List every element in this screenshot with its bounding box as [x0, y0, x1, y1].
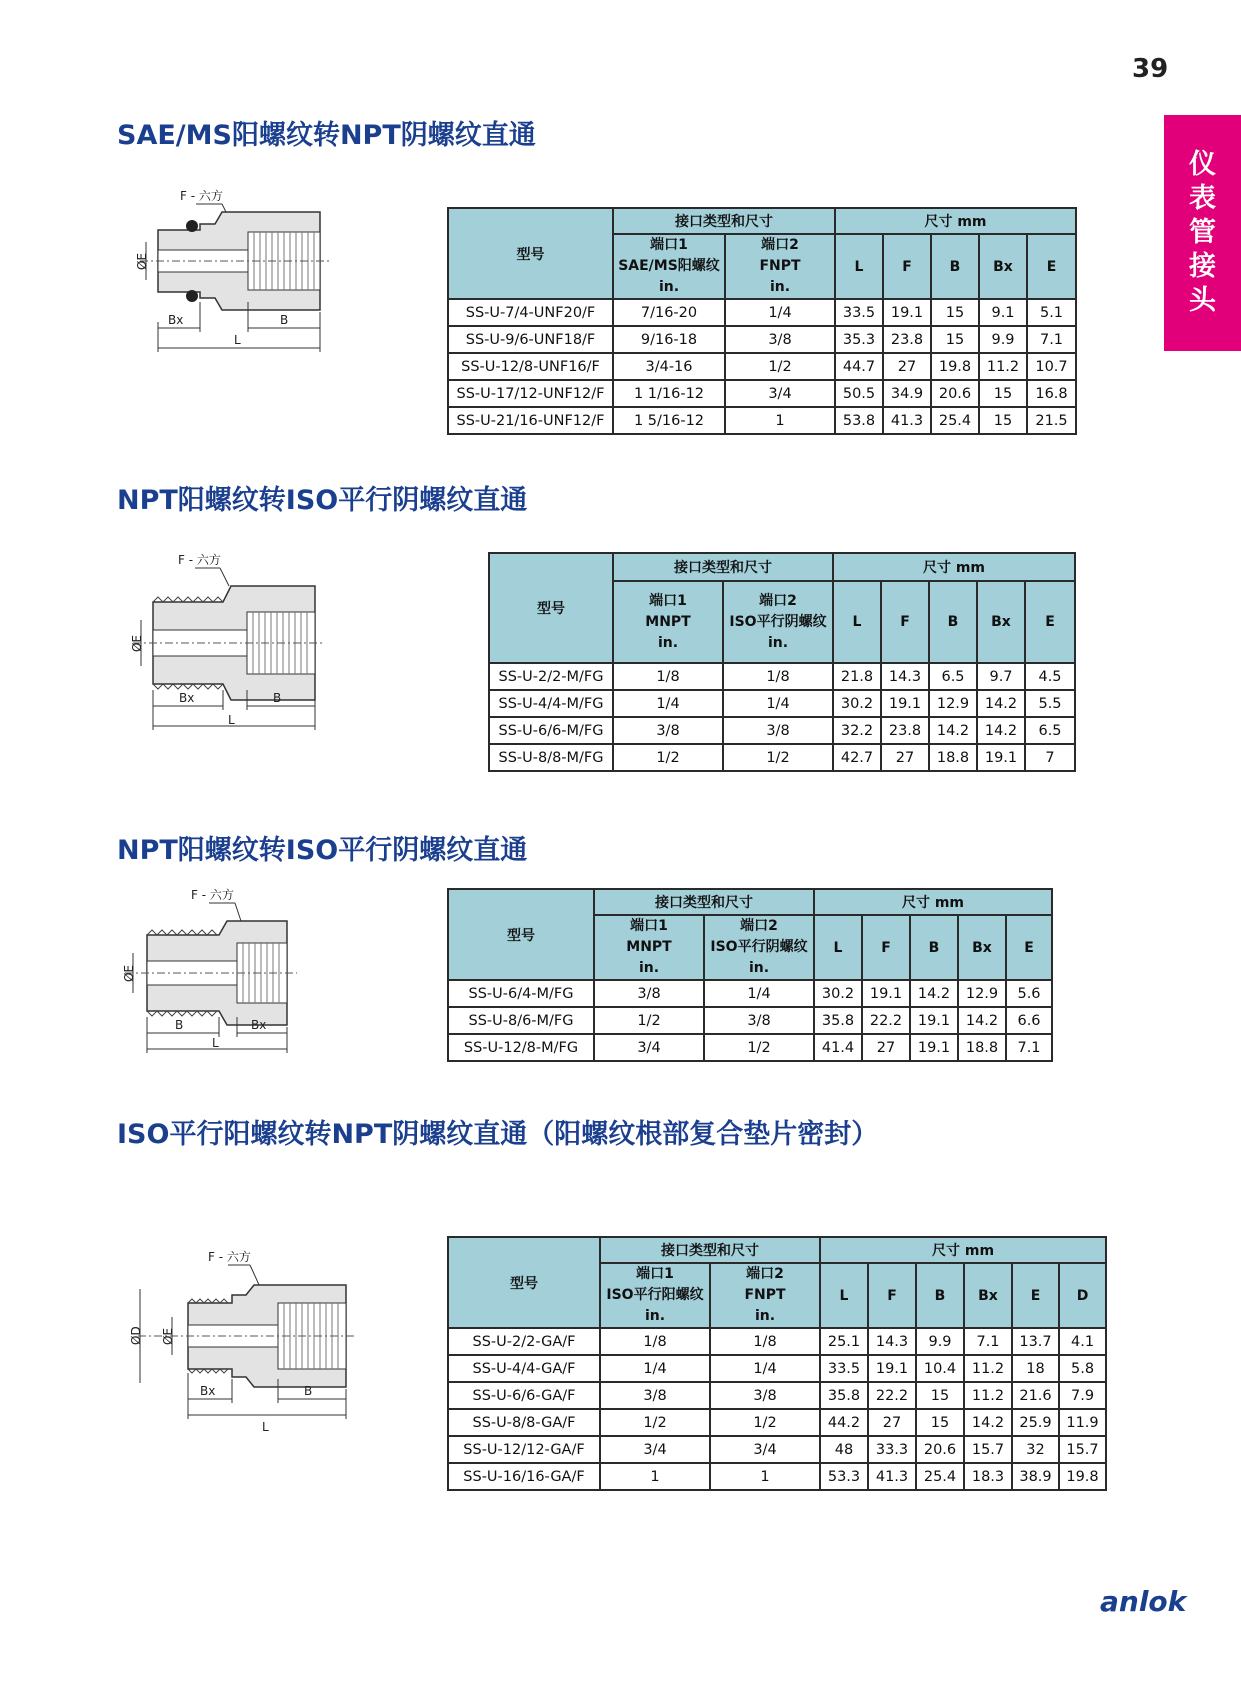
- table-cell: 25.4: [916, 1463, 964, 1490]
- table-cell: 50.5: [835, 380, 883, 407]
- hex-label: F - 六方: [180, 189, 223, 203]
- table-cell: 9.7: [977, 663, 1025, 690]
- table-cell: 15.7: [1059, 1436, 1106, 1463]
- table-cell: 1/2: [723, 744, 833, 771]
- table-cell: 9.9: [916, 1328, 964, 1355]
- port1-header: [613, 234, 725, 299]
- table-cell: 1: [710, 1463, 820, 1490]
- table-cell: 41.3: [868, 1463, 916, 1490]
- table-cell: 18: [1012, 1355, 1059, 1382]
- bx-label: Bx: [168, 313, 184, 327]
- table-cell: 15: [979, 380, 1027, 407]
- table-cell: 20.6: [931, 380, 979, 407]
- table-cell: 19.1: [883, 299, 931, 326]
- header-line: 端口2: [746, 1266, 784, 1282]
- table-cell: 15: [979, 407, 1027, 434]
- table-cell: 14.2: [977, 717, 1025, 744]
- dim-header-bx: Bx: [964, 1263, 1012, 1328]
- table-cell: 30.2: [814, 980, 862, 1007]
- table-cell: 1 1/16-12: [613, 380, 725, 407]
- header-line: in.: [767, 634, 789, 651]
- table-cell: 3/8: [613, 717, 723, 744]
- table-cell: SS-U-21/16-UNF12/F: [448, 407, 613, 434]
- table-cell: SS-U-16/16-GA/F: [448, 1463, 600, 1490]
- table-cell: 3/4: [594, 1034, 704, 1061]
- table-cell: 42.7: [833, 744, 881, 771]
- dim-header-e: E: [1025, 581, 1075, 663]
- spec-table: [447, 1236, 1107, 1491]
- fitting-diagram: [128, 1247, 358, 1437]
- dim-header-e: E: [1012, 1263, 1059, 1328]
- table-row: [448, 1007, 1052, 1034]
- table-cell: 14.2: [929, 717, 977, 744]
- table-cell: 15.7: [964, 1436, 1012, 1463]
- table-cell: 25.4: [931, 407, 979, 434]
- table-cell: 48: [820, 1436, 868, 1463]
- table-cell: 1/8: [710, 1328, 820, 1355]
- port-group-header: 接口类型和尺寸: [613, 208, 835, 234]
- port1-header: [594, 915, 704, 980]
- table-cell: 3/8: [725, 326, 835, 353]
- table-cell: 19.1: [910, 1007, 958, 1034]
- table-cell: 7.9: [1059, 1382, 1106, 1409]
- table-cell: 1: [725, 407, 835, 434]
- side-tab-char: 表: [1189, 183, 1216, 214]
- side-tab-char: 管: [1189, 217, 1216, 248]
- header-line: FNPT: [759, 258, 801, 274]
- dim-header-b: B: [931, 234, 979, 299]
- table-cell: SS-U-7/4-UNF20/F: [448, 299, 613, 326]
- model-header: 型号: [489, 553, 613, 663]
- header-line: 端口2: [740, 918, 778, 934]
- table-cell: 20.6: [916, 1436, 964, 1463]
- table-cell: SS-U-12/8-UNF16/F: [448, 353, 613, 380]
- table-cell: 21.6: [1012, 1382, 1059, 1409]
- table-cell: 1/2: [704, 1034, 814, 1061]
- table-cell: 3/8: [594, 980, 704, 1007]
- table-cell: 1/8: [723, 663, 833, 690]
- table-cell: 27: [868, 1409, 916, 1436]
- table-cell: SS-U-8/8-GA/F: [448, 1409, 600, 1436]
- table-row: [448, 1382, 1106, 1409]
- table-cell: 35.3: [835, 326, 883, 353]
- table-cell: 18.8: [958, 1034, 1006, 1061]
- table-row: [448, 1409, 1106, 1436]
- table-cell: 32.2: [833, 717, 881, 744]
- table-cell: SS-U-8/6-M/FG: [448, 1007, 594, 1034]
- table-cell: 19.1: [868, 1355, 916, 1382]
- table-cell: 23.8: [881, 717, 929, 744]
- table-cell: SS-U-6/6-GA/F: [448, 1382, 600, 1409]
- table-cell: 15: [916, 1409, 964, 1436]
- table-cell: SS-U-12/8-M/FG: [448, 1034, 594, 1061]
- table-row: [489, 744, 1075, 771]
- table-cell: 35.8: [814, 1007, 862, 1034]
- table-cell: 9.9: [979, 326, 1027, 353]
- table-cell: 14.3: [881, 663, 929, 690]
- table-cell: 3/8: [600, 1382, 710, 1409]
- table-cell: 27: [881, 744, 929, 771]
- table-cell: 22.2: [868, 1382, 916, 1409]
- table-cell: 12.9: [929, 690, 977, 717]
- table-cell: 6.6: [1006, 1007, 1052, 1034]
- dim-header-l: L: [820, 1263, 868, 1328]
- table-cell: 16.8: [1027, 380, 1076, 407]
- d-diameter-label: ØD: [129, 1326, 143, 1345]
- b-label: B: [175, 1018, 184, 1032]
- dimension-group-header: 尺寸 mm: [833, 553, 1075, 581]
- table-cell: 5.6: [1006, 980, 1052, 1007]
- l-label: L: [212, 1036, 219, 1050]
- table-cell: 1/4: [710, 1355, 820, 1382]
- table-row: [448, 1355, 1106, 1382]
- spec-table: [447, 207, 1077, 435]
- port1-header: [600, 1263, 710, 1328]
- table-cell: 3/4: [600, 1436, 710, 1463]
- table-cell: 15: [916, 1382, 964, 1409]
- fitting-diagram: [123, 550, 333, 750]
- table-row: [448, 299, 1076, 326]
- table-cell: 5.5: [1025, 690, 1075, 717]
- table-cell: 15: [931, 326, 979, 353]
- dim-header-f: F: [862, 915, 910, 980]
- header-line: ISO平行阴螺纹: [729, 613, 827, 630]
- dim-header-f: F: [881, 581, 929, 663]
- dim-header-bx: Bx: [977, 581, 1025, 663]
- table-row: [448, 326, 1076, 353]
- table-cell: 30.2: [833, 690, 881, 717]
- port2-header: [725, 234, 835, 299]
- table-cell: 14.2: [964, 1409, 1012, 1436]
- table-cell: SS-U-4/4-GA/F: [448, 1355, 600, 1382]
- header-line: 端口2: [759, 592, 797, 609]
- bx-label: Bx: [179, 691, 195, 705]
- table-cell: 25.1: [820, 1328, 868, 1355]
- table-cell: 5.8: [1059, 1355, 1106, 1382]
- table-cell: 19.1: [881, 690, 929, 717]
- table-cell: 32: [1012, 1436, 1059, 1463]
- table-cell: 21.5: [1027, 407, 1076, 434]
- table-cell: 1/2: [725, 353, 835, 380]
- table-row: [448, 1463, 1106, 1490]
- table-cell: 1/8: [600, 1328, 710, 1355]
- table-cell: 13.7: [1012, 1328, 1059, 1355]
- model-header: 型号: [448, 208, 613, 299]
- table-cell: 4.5: [1025, 663, 1075, 690]
- header-line: SAE/MS阳螺纹: [618, 258, 720, 274]
- table-cell: 1/4: [725, 299, 835, 326]
- table-cell: 15: [931, 299, 979, 326]
- table-cell: 1/2: [710, 1409, 820, 1436]
- table-cell: SS-U-8/8-M/FG: [489, 744, 613, 771]
- header-line: in.: [754, 1308, 776, 1324]
- bx-label: Bx: [251, 1018, 267, 1032]
- table-cell: 1/2: [594, 1007, 704, 1034]
- table-cell: 27: [862, 1034, 910, 1061]
- table-row: [448, 1436, 1106, 1463]
- dim-header-bx: Bx: [979, 234, 1027, 299]
- port1-header: [613, 581, 723, 663]
- table-cell: 41.4: [814, 1034, 862, 1061]
- brand-logo: anlok: [1100, 1585, 1187, 1618]
- header-line: in.: [658, 279, 680, 295]
- table-cell: 7.1: [1006, 1034, 1052, 1061]
- header-line: MNPT: [626, 939, 672, 955]
- table-cell: 27: [883, 353, 931, 380]
- b-label: B: [280, 313, 289, 327]
- section-title: ISO平行阳螺纹转NPT阴螺纹直通（阳螺纹根部复合垫片密封）: [117, 1119, 879, 1150]
- table-cell: 10.7: [1027, 353, 1076, 380]
- header-line: ISO平行阴螺纹: [710, 939, 808, 955]
- table-cell: 1 5/16-12: [613, 407, 725, 434]
- dimension-group-header: 尺寸 mm: [814, 889, 1052, 915]
- b-label: B: [273, 691, 282, 705]
- model-header: 型号: [448, 1237, 600, 1328]
- table-cell: 3/4: [710, 1436, 820, 1463]
- dim-header-b: B: [929, 581, 977, 663]
- header-line: in.: [769, 279, 791, 295]
- header-line: 端口1: [636, 1266, 674, 1282]
- table-cell: 1/4: [613, 690, 723, 717]
- hex-label: F - 六方: [191, 888, 234, 902]
- spec-table: [447, 888, 1053, 1062]
- l-label: L: [262, 1420, 269, 1434]
- bx-label: Bx: [200, 1384, 216, 1398]
- table-cell: SS-U-4/4-M/FG: [489, 690, 613, 717]
- table-cell: 1/4: [723, 690, 833, 717]
- table-cell: 3/8: [704, 1007, 814, 1034]
- table-cell: 10.4: [916, 1355, 964, 1382]
- fitting-diagram: [130, 182, 340, 372]
- side-tab-char: 头: [1189, 285, 1216, 316]
- table-cell: 23.8: [883, 326, 931, 353]
- table-cell: 7.1: [1027, 326, 1076, 353]
- table-cell: 18.3: [964, 1463, 1012, 1490]
- table-cell: 1/2: [613, 744, 723, 771]
- section-title: NPT阳螺纹转ISO平行阴螺纹直通: [117, 835, 528, 866]
- table-cell: 11.2: [979, 353, 1027, 380]
- table-cell: 7/16-20: [613, 299, 725, 326]
- table-cell: 19.8: [1059, 1463, 1106, 1490]
- header-line: in.: [748, 960, 770, 976]
- table-cell: SS-U-17/12-UNF12/F: [448, 380, 613, 407]
- dim-header-d: D: [1059, 1263, 1106, 1328]
- port-group-header: 接口类型和尺寸: [600, 1237, 820, 1263]
- hex-label: F - 六方: [208, 1250, 251, 1264]
- header-line: 端口1: [649, 592, 687, 609]
- b-label: B: [304, 1384, 313, 1398]
- table-cell: 19.1: [862, 980, 910, 1007]
- e-diameter-label: ØE: [161, 1327, 175, 1345]
- table-row: [448, 380, 1076, 407]
- section-title: NPT阳螺纹转ISO平行阴螺纹直通: [117, 485, 528, 516]
- dim-header-l: L: [833, 581, 881, 663]
- side-tab-char: 接: [1189, 251, 1216, 282]
- header-line: ISO平行阳螺纹: [606, 1287, 704, 1303]
- header-line: 端口2: [761, 237, 799, 253]
- table-cell: 6.5: [1025, 717, 1075, 744]
- hex-label: F - 六方: [178, 553, 221, 567]
- category-side-tab: [1164, 115, 1241, 351]
- port-group-header: 接口类型和尺寸: [594, 889, 814, 915]
- table-cell: SS-U-9/6-UNF18/F: [448, 326, 613, 353]
- e-diameter-label: ØE: [135, 252, 149, 270]
- table-cell: 12.9: [958, 980, 1006, 1007]
- table-cell: 14.3: [868, 1328, 916, 1355]
- dim-header-bx: Bx: [958, 915, 1006, 980]
- table-cell: 44.7: [835, 353, 883, 380]
- table-cell: SS-U-6/6-M/FG: [489, 717, 613, 744]
- header-line: MNPT: [645, 613, 691, 630]
- header-line: 端口1: [650, 237, 688, 253]
- table-cell: SS-U-2/2-GA/F: [448, 1328, 600, 1355]
- table-cell: 53.8: [835, 407, 883, 434]
- table-cell: 25.9: [1012, 1409, 1059, 1436]
- section-title: SAE/MS阳螺纹转NPT阴螺纹直通: [117, 120, 536, 151]
- l-label: L: [234, 333, 241, 347]
- page-number: 39: [1132, 54, 1169, 84]
- l-label: L: [228, 713, 235, 727]
- table-cell: 3/4: [725, 380, 835, 407]
- table-cell: 14.2: [958, 1007, 1006, 1034]
- table-cell: 34.9: [883, 380, 931, 407]
- port-group-header: 接口类型和尺寸: [613, 553, 833, 581]
- table-cell: 18.8: [929, 744, 977, 771]
- table-cell: 7.1: [964, 1328, 1012, 1355]
- table-cell: 22.2: [862, 1007, 910, 1034]
- table-cell: SS-U-6/4-M/FG: [448, 980, 594, 1007]
- table-row: [489, 690, 1075, 717]
- table-cell: 19.8: [931, 353, 979, 380]
- port2-header: [710, 1263, 820, 1328]
- table-cell: 1/2: [600, 1409, 710, 1436]
- side-tab-char: 仪: [1189, 149, 1216, 180]
- e-diameter-label: ØE: [130, 634, 144, 652]
- dim-header-e: E: [1006, 915, 1052, 980]
- header-line: in.: [657, 634, 679, 651]
- table-cell: 3/4-16: [613, 353, 725, 380]
- table-cell: 11.2: [964, 1355, 1012, 1382]
- table-cell: 1/4: [600, 1355, 710, 1382]
- spec-table: [488, 552, 1076, 772]
- table-row: [448, 1034, 1052, 1061]
- table-cell: 5.1: [1027, 299, 1076, 326]
- table-cell: 44.2: [820, 1409, 868, 1436]
- dim-header-f: F: [883, 234, 931, 299]
- table-cell: 1/8: [613, 663, 723, 690]
- table-cell: 14.2: [977, 690, 1025, 717]
- table-cell: 6.5: [929, 663, 977, 690]
- table-cell: 3/8: [723, 717, 833, 744]
- table-cell: 1: [600, 1463, 710, 1490]
- header-line: 端口1: [630, 918, 668, 934]
- table-row: [448, 1328, 1106, 1355]
- table-cell: 11.9: [1059, 1409, 1106, 1436]
- dim-header-f: F: [868, 1263, 916, 1328]
- header-line: in.: [638, 960, 660, 976]
- port2-header: [704, 915, 814, 980]
- table-cell: 35.8: [820, 1382, 868, 1409]
- table-cell: 9.1: [979, 299, 1027, 326]
- e-diameter-label: ØE: [122, 964, 136, 982]
- dim-header-l: L: [835, 234, 883, 299]
- table-row: [448, 353, 1076, 380]
- table-cell: SS-U-2/2-M/FG: [489, 663, 613, 690]
- table-row: [489, 717, 1075, 744]
- table-cell: 53.3: [820, 1463, 868, 1490]
- table-cell: 14.2: [910, 980, 958, 1007]
- header-line: FNPT: [744, 1287, 786, 1303]
- table-cell: 38.9: [1012, 1463, 1059, 1490]
- table-cell: 33.3: [868, 1436, 916, 1463]
- table-row: [448, 407, 1076, 434]
- table-cell: 4.1: [1059, 1328, 1106, 1355]
- header-line: in.: [644, 1308, 666, 1324]
- table-cell: 33.5: [820, 1355, 868, 1382]
- table-cell: 33.5: [835, 299, 883, 326]
- dim-header-e: E: [1027, 234, 1076, 299]
- table-cell: 3/8: [710, 1382, 820, 1409]
- dimension-group-header: 尺寸 mm: [820, 1237, 1106, 1263]
- model-header: 型号: [448, 889, 594, 980]
- table-cell: 41.3: [883, 407, 931, 434]
- dim-header-b: B: [916, 1263, 964, 1328]
- table-cell: 21.8: [833, 663, 881, 690]
- port2-header: [723, 581, 833, 663]
- dimension-group-header: 尺寸 mm: [835, 208, 1076, 234]
- table-cell: 11.2: [964, 1382, 1012, 1409]
- table-row: [448, 980, 1052, 1007]
- dim-header-l: L: [814, 915, 862, 980]
- table-cell: 19.1: [910, 1034, 958, 1061]
- table-cell: 19.1: [977, 744, 1025, 771]
- table-cell: 1/4: [704, 980, 814, 1007]
- fitting-diagram: [115, 885, 305, 1065]
- table-cell: 9/16-18: [613, 326, 725, 353]
- table-cell: SS-U-12/12-GA/F: [448, 1436, 600, 1463]
- table-row: [489, 663, 1075, 690]
- dim-header-b: B: [910, 915, 958, 980]
- table-cell: 7: [1025, 744, 1075, 771]
